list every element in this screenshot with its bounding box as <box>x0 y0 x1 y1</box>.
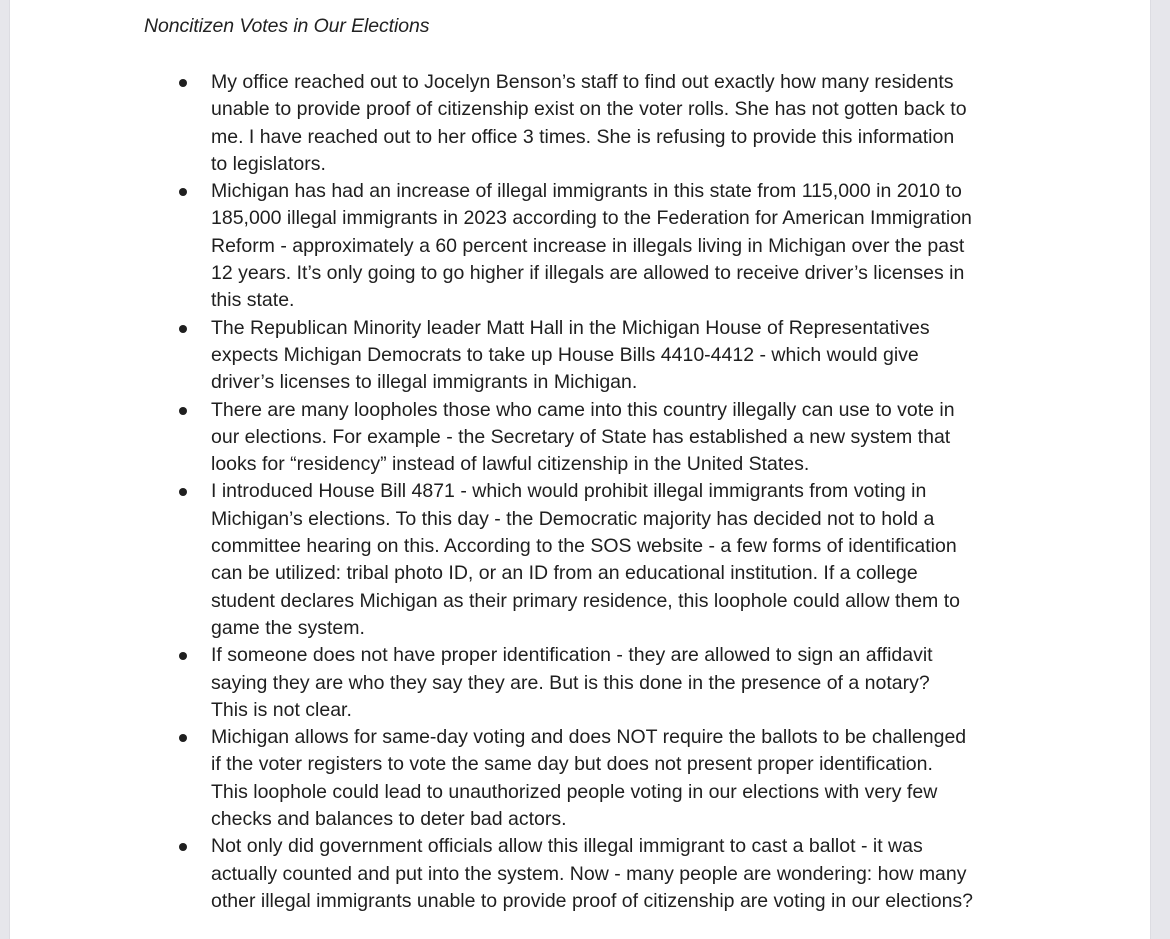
line: looks for “residency” instead of lawful citizenship in the United States. <box>211 453 810 476</box>
bullet-icon <box>179 407 187 415</box>
bullet-icon <box>179 734 187 742</box>
list-item <box>211 833 1041 915</box>
list-item <box>211 397 1041 479</box>
list-item <box>211 642 1041 724</box>
list-item <box>211 178 1041 314</box>
document-title: Noncitizen Votes in Our Elections <box>144 15 430 37</box>
bullet-icon <box>179 325 187 333</box>
document-page <box>9 0 1151 939</box>
line: This loophole could lead to unauthorized people voting in our elections with very few <box>211 780 938 803</box>
line: I introduced House Bill 4871 - which would prohibit illegal immigrants from voting in <box>211 480 927 503</box>
line: My office reached out to Jocelyn Benson’s staff to find out exactly how many residents <box>211 71 954 93</box>
bullet-icon <box>179 652 187 660</box>
line: The Republican Minority leader Matt Hall in the Michigan House of Representatives <box>211 316 930 339</box>
line: unable to provide proof of citizenship exist on the voter rolls. She has not gotten back to <box>211 98 967 121</box>
line: driver’s licenses to illegal immigrants in Michigan. <box>211 371 638 394</box>
line: There are many loopholes those who came into this country illegally can use to vote in <box>211 398 955 421</box>
line: Michigan allows for same-day voting and does NOT require the ballots to be challenged <box>211 726 967 749</box>
line: can be utilized: tribal photo ID, or an ID from an educational institution. If a college <box>211 562 918 585</box>
list-item <box>211 478 1041 642</box>
line: Michigan’s elections. To this day - the Democratic majority has decided not to hold a <box>211 507 935 530</box>
line: me. I have reached out to her office 3 times. She is refusing to provide this information <box>211 125 955 148</box>
bullet-icon <box>179 188 187 196</box>
line: checks and balances to deter bad actors. <box>211 808 567 831</box>
line: our elections. For example - the Secretary of State has established a new system that <box>211 425 951 448</box>
line: other illegal immigrants unable to provide proof of citizenship are voting in our elections? <box>211 889 974 912</box>
line: if the voter registers to vote the same day but does not present proper identification. <box>211 753 933 776</box>
line: actually counted and put into the system. Now - many people are wondering: how many <box>211 862 967 885</box>
line: committee hearing on this. According to the SOS website - a few forms of identification <box>211 535 957 558</box>
bullet-list <box>211 69 1041 915</box>
bullet-icon <box>179 79 187 87</box>
list-item <box>211 315 1041 397</box>
line: expects Michigan Democrats to take up House Bills 4410-4412 - which would give <box>211 343 919 366</box>
bullet-icon <box>179 843 187 851</box>
line: game the system. <box>211 616 365 639</box>
list-item <box>211 724 1041 833</box>
list-item <box>211 69 1041 178</box>
line: this state. <box>211 289 295 312</box>
bullet-icon <box>179 488 187 496</box>
line: to legislators. <box>211 152 326 175</box>
line: student declares Michigan as their primary residence, this loophole could allow them to <box>211 589 960 612</box>
line: saying they are who they say they are. But is this done in the presence of a notary? <box>211 671 930 694</box>
line: 185,000 illegal immigrants in 2023 according to the Federation for American Immigration <box>211 207 972 230</box>
line: If someone does not have proper identification - they are allowed to sign an affidavit <box>211 644 933 667</box>
line: Not only did government officials allow this illegal immigrant to cast a ballot - it was <box>211 835 923 858</box>
line: Reform - approximately a 60 percent increase in illegals living in Michigan over the past <box>211 234 965 257</box>
line: This is not clear. <box>211 698 352 721</box>
line: 12 years. It’s only going to go higher if illegals are allowed to receive driver’s licenses in <box>211 262 965 285</box>
line: Michigan has had an increase of illegal immigrants in this state from 115,000 in 2010 to <box>211 180 962 203</box>
